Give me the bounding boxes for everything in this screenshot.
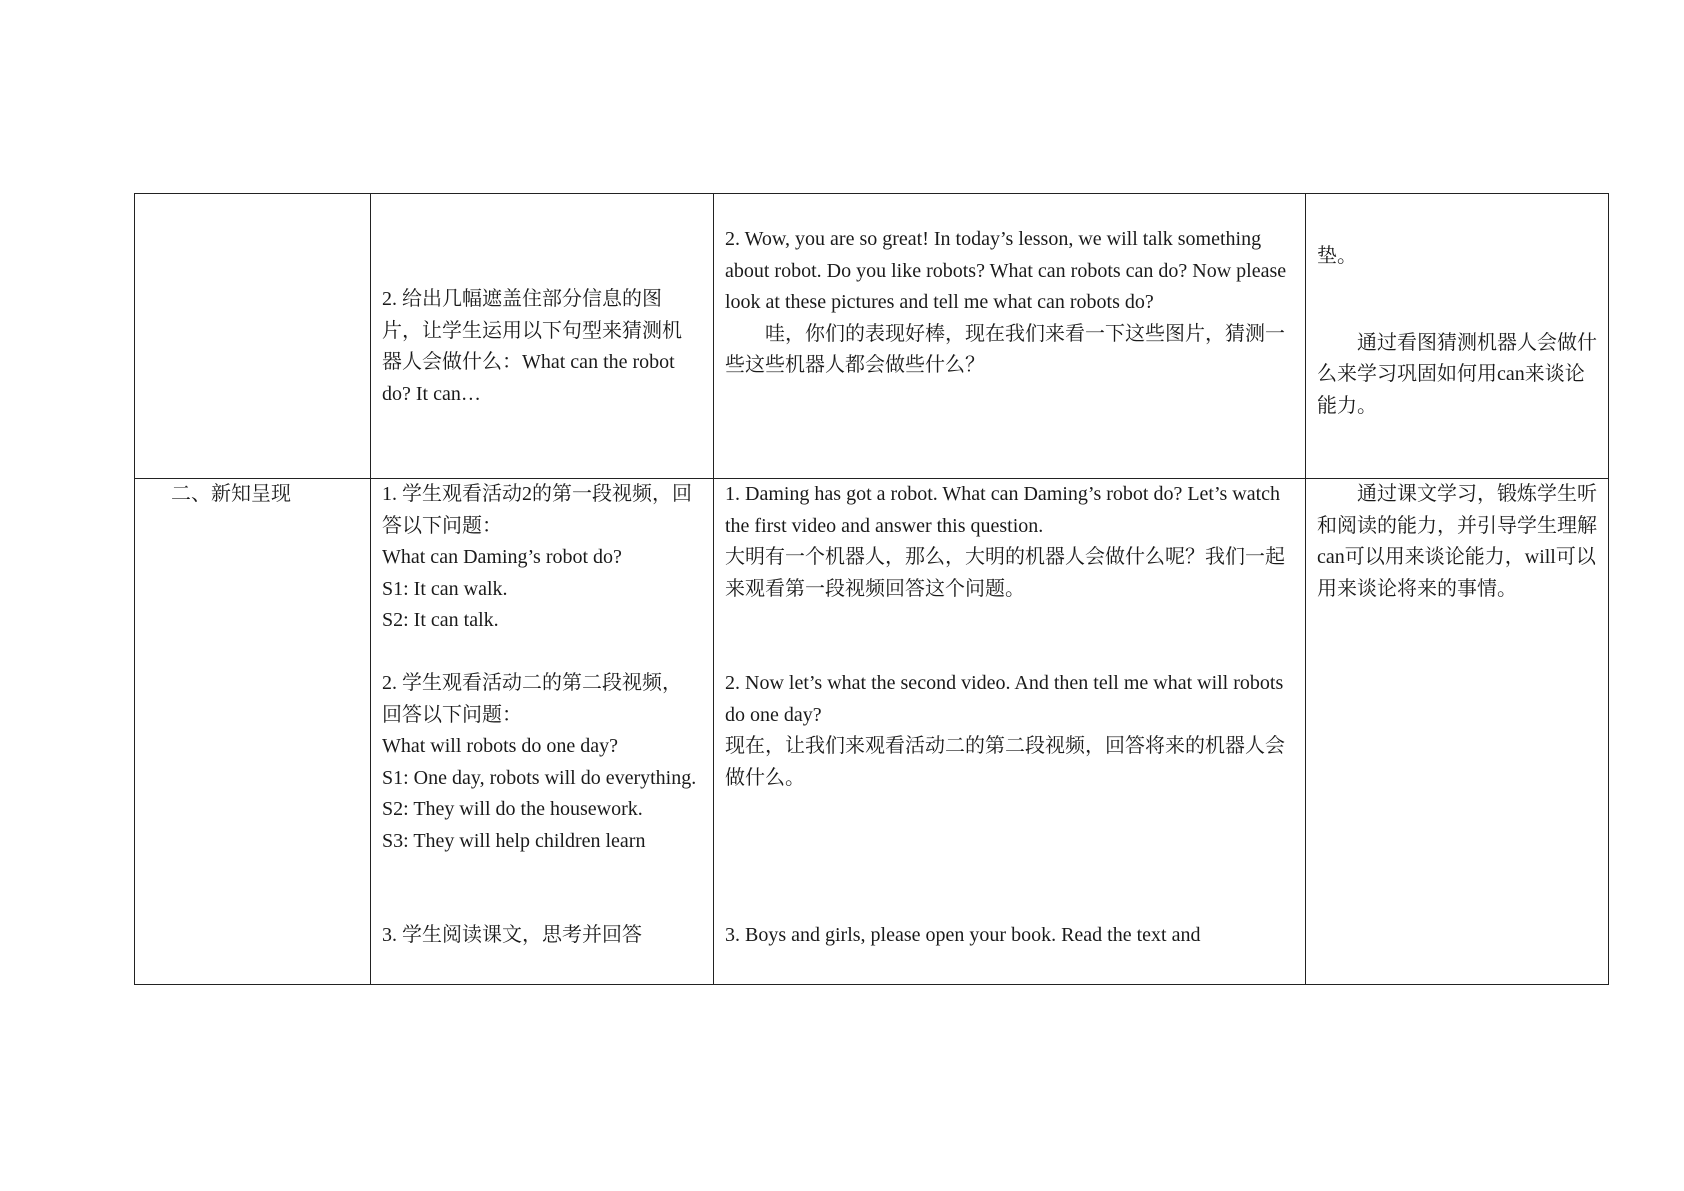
student-text-line: S2: They will do the housework.: [382, 798, 643, 820]
teacher-activity-cell: [714, 194, 1306, 479]
student-block-3: 3. 学生阅读课文，思考并回答: [382, 924, 642, 946]
teacher-activity-english: 2. Wow, you are so great! In today’s lesson, we will talk something about robot. Do you like robots? What can robots can do? Now please look at these pictures and tell me what can robots do?: [725, 228, 1287, 313]
student-text-line: What will robots do one day?: [382, 735, 619, 757]
purpose-cell: [1306, 194, 1609, 479]
teacher-block-2-chinese: 现在，让我们来观看活动二的第二段视频，回答将来的机器人会做什么。: [725, 735, 1285, 789]
teacher-block-1-chinese: 大明有一个机器人，那么，大明的机器人会做什么呢？我们一起来观看第一段视频回答这个问题。: [725, 546, 1285, 600]
student-activity-text: 2. 给出几幅遮盖住部分信息的图片，让学生运用以下句型来猜测机器人会做什么：What can the robot do? It can…: [382, 288, 682, 405]
lesson-plan-table: [134, 193, 1609, 985]
stage-cell: [135, 194, 371, 479]
student-text-line: S1: It can walk.: [382, 577, 508, 600]
table-row: [135, 479, 1609, 985]
teacher-block-3-english: 3. Boys and girls, please open your book. Read the text and: [725, 924, 1201, 946]
student-block-2: [382, 668, 701, 857]
teacher-block-2-english: 2. Now let’s what the second video. And then tell me what will robots do one day?: [725, 672, 1284, 726]
teacher-block-1-english: 1. Daming has got a robot. What can Daming’s robot do? Let’s watch the first video and answer this question.: [725, 483, 1281, 537]
purpose-text: 通过看图猜测机器人会做什么来学习巩固如何用can来谈论能力。: [1317, 331, 1597, 417]
student-activity-cell: [371, 479, 714, 985]
teacher-activity-chinese: 哇，你们的表现好棒，现在我们来看一下这些图片，猜测一些这些机器人都会做些什么？: [725, 322, 1285, 376]
student-text-line: What can Daming’s robot do?: [382, 546, 622, 568]
purpose-text: 通过课文学习，锻炼学生听和阅读的能力，并引导学生理解can可以用来谈论能力，will可以用来谈论将来的事情。: [1317, 483, 1597, 600]
table-row: [135, 194, 1609, 479]
student-text-line: 1. 学生观看活动2的第一段视频，回答以下问题：: [382, 483, 692, 537]
student-text-line: S2: It can talk.: [382, 609, 499, 631]
stage-label: [135, 194, 370, 478]
student-text-line: 2. 学生观看活动二的第二段视频，回答以下问题：: [382, 672, 682, 726]
stage-cell: [135, 479, 371, 985]
teacher-activity-cell: [714, 479, 1306, 985]
student-block-1: [382, 479, 701, 637]
student-text-line: S1: One day, robots will do everything.: [382, 766, 697, 789]
purpose-continued-text: 垫。: [1317, 245, 1357, 267]
student-activity-cell: [371, 194, 714, 479]
purpose-cell: [1306, 479, 1609, 985]
stage-label: 二、新知呈现: [171, 483, 291, 505]
student-text-line: S3: They will help children learn: [382, 829, 646, 852]
